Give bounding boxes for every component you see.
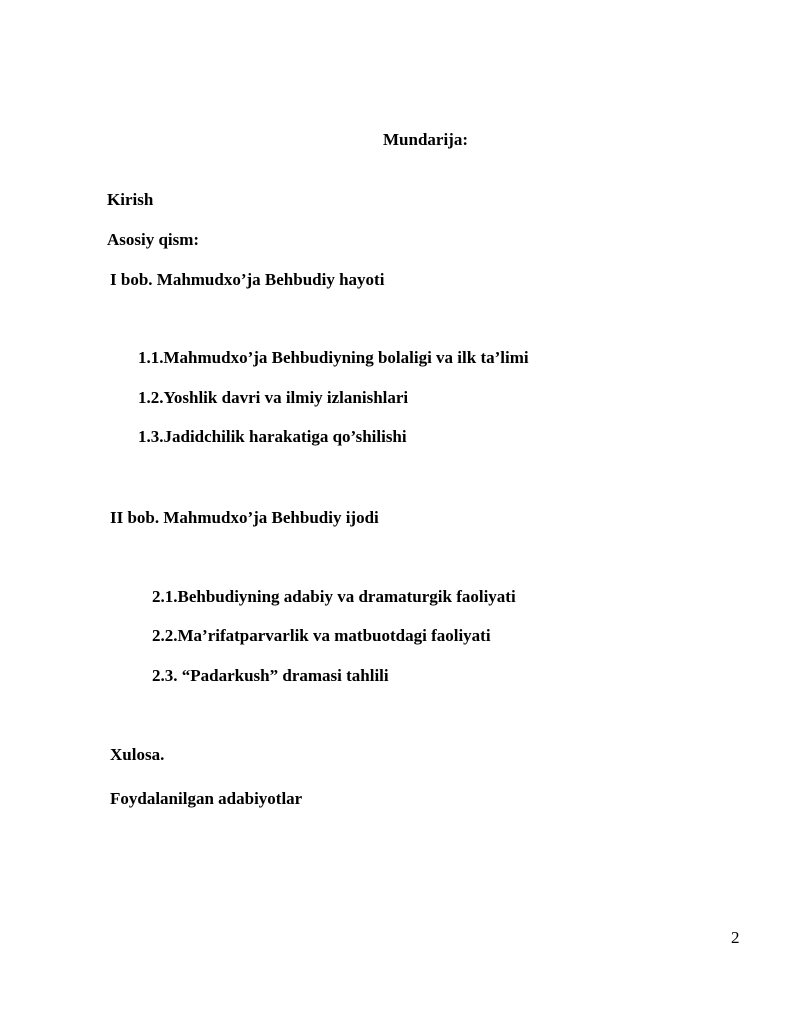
toc-chapter-2-title: II bob. Mahmudxo’ja Behbudiy ijodi — [110, 508, 379, 527]
toc-item-main-part: Asosiy qism: — [107, 230, 200, 249]
toc-section-1-1: 1.1.Mahmudxo’ja Behbudiyning bolaligi va ilk ta’limi — [138, 348, 529, 367]
toc-title: Mundarija: — [383, 130, 468, 149]
toc-chapter-1-title: I bob. Mahmudxo’ja Behbudiy hayoti — [110, 270, 385, 289]
toc-section-1-2: 1.2.Yoshlik davri va ilmiy izlanishlari — [138, 388, 409, 407]
toc-item-intro: Kirish — [107, 190, 154, 209]
toc-item-conclusion: Xulosa. — [110, 745, 165, 764]
page-number: 2 — [731, 928, 740, 947]
toc-section-2-3: 2.3. “Padarkush” dramasi tahlili — [152, 666, 389, 685]
toc-section-2-2: 2.2.Ma’rifatparvarlik va matbuotdagi faoliyati — [152, 626, 491, 645]
toc-section-2-1: 2.1.Behbudiyning adabiy va dramaturgik faoliyati — [152, 587, 516, 606]
toc-section-1-3: 1.3.Jadidchilik harakatiga qo’shilishi — [138, 427, 407, 446]
toc-item-references: Foydalanilgan adabiyotlar — [110, 789, 303, 808]
